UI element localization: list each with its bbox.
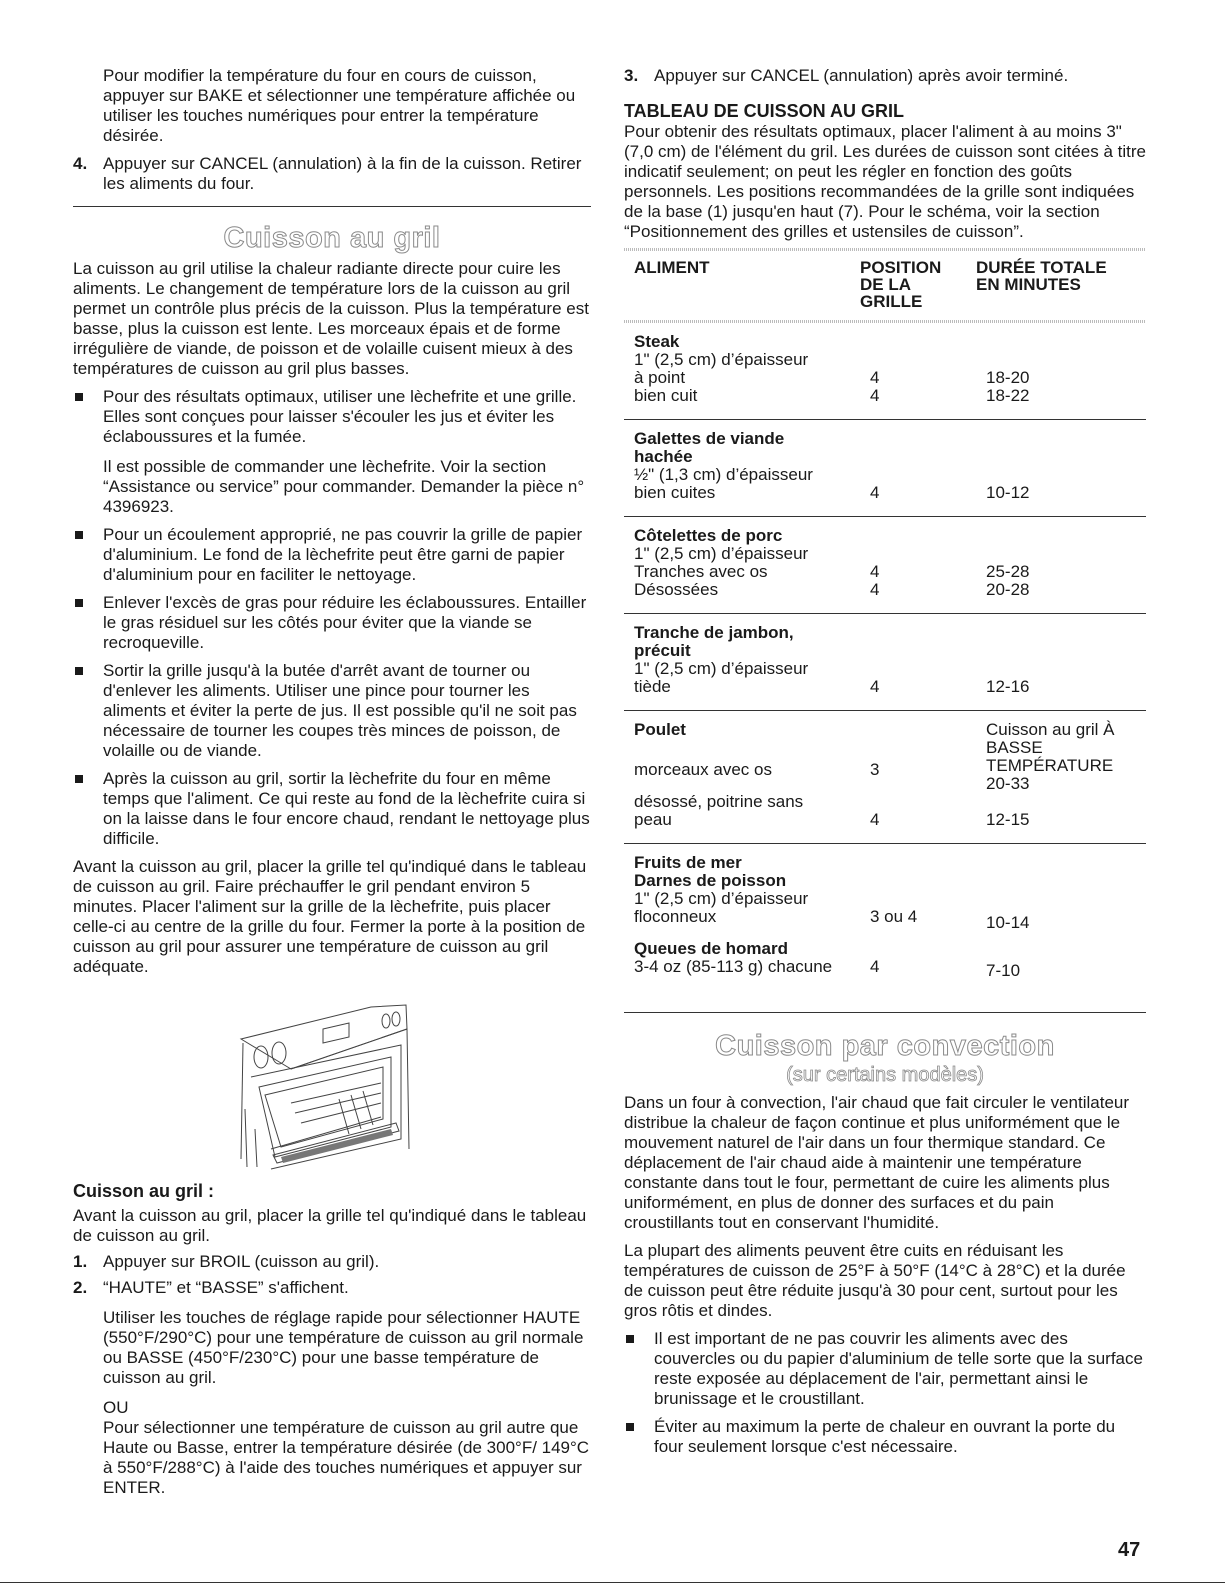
bullet-text: Pour un écoulement approprié, ne pas couvrir la grille de papier d'aluminium. Le fond de la lèchefrite peut être garni de papier d'aluminium pour en faciliter le nettoyage. xyxy=(103,525,583,584)
step-text: Appuyer sur CANCEL (annulation) à la fin de la cuisson. Retirer les aliments du four. xyxy=(103,154,582,193)
table-intro: Pour obtenir des résultats optimaux, placer l'aliment à au moins 3" (7,0 cm) de l'élément du gril. Les durées de cuisson sont citées à titre indicatif seulement; on peut les régler en fonction des goûts personnels. Les positions recommandées de la grille sont indiquées de la base (1) jusqu'en haut (7). Pour le schéma, voir la section “Positionnement des grilles et ustensiles de cuisson”. xyxy=(624,122,1147,241)
convection-paragraph: Dans un four à convection, l'air chaud que fait circuler le ventilateur distribue la chaleur de façon continue et plus uniformément que le mouvement naturel de l'air dans un four thermique standard. Ce déplacement de l'air chaud aide à maintenir une température constante dans tout le four, permettant de cuire les aliments plus uniformément, en plus de donner des surfaces et du pain croustillants tout en conservant l'humidité. xyxy=(624,1093,1130,1232)
step-4 xyxy=(73,154,591,194)
table-row xyxy=(624,890,1146,908)
table-row xyxy=(624,545,1146,563)
bullet-item xyxy=(73,769,591,849)
table-row xyxy=(624,932,1146,958)
bullet-icon xyxy=(75,599,83,607)
food-name-text: Tranche de jambon, précuit xyxy=(634,623,794,660)
step-number: 3. xyxy=(624,66,639,85)
food-detail: floconneux xyxy=(634,907,717,926)
food-detail: à point xyxy=(634,368,686,387)
bullet-item xyxy=(73,593,591,653)
rack-position: 3 ou 4 xyxy=(870,907,918,926)
table-row xyxy=(624,711,1146,758)
table-row xyxy=(624,466,1146,484)
bullet-text: Après la cuisson au gril, sortir la lèchefrite du four en même temps que l'aliment. Ce qui reste au fond de la lèchefrite cuira si on la laisse dans le four encore chaud, rendant le nettoyage plus difficile. xyxy=(103,769,590,848)
food-detail: ½" (1,3 cm) d’épaisseur xyxy=(634,465,813,484)
table-row xyxy=(624,660,1146,678)
table-row xyxy=(624,517,1146,546)
table-title: TABLEAU DE CUISSON AU GRIL xyxy=(624,101,905,121)
bullet-item xyxy=(73,525,591,585)
convection-subtitle: (sur certains modèles) xyxy=(786,1064,984,1086)
cook-time: 20-28 xyxy=(986,580,1030,599)
table-row xyxy=(624,958,1146,1013)
page-bottom-rule xyxy=(0,1582,1225,1583)
bullet-icon xyxy=(626,1335,634,1343)
header-time xyxy=(976,251,1146,320)
food-detail-text: désossé, poitrine sans peau xyxy=(634,792,804,829)
section-title: Cuisson au gril xyxy=(223,222,441,254)
table-row xyxy=(624,908,1146,932)
cook-time: 18-20 xyxy=(986,368,1030,387)
bullet-icon xyxy=(75,667,83,675)
cook-time-text: Cuisson au gril À BASSE TEMPÉRATURE 20-33 xyxy=(986,720,1115,793)
rack-position: 4 xyxy=(870,810,880,829)
food-detail: 1" (2,5 cm) d’épaisseur xyxy=(634,544,809,563)
convection-title: Cuisson par convection xyxy=(715,1030,1055,1062)
or-label: OU xyxy=(103,1398,129,1417)
bullet-item xyxy=(73,387,591,447)
header-food: ALIMENT xyxy=(634,258,710,277)
rack-position: 4 xyxy=(870,677,880,696)
rack-position: 4 xyxy=(870,368,880,387)
table-row xyxy=(624,484,1146,517)
bullet-text: Il est important de ne pas couvrir les aliments avec des couvercles ou du papier d'aluminium de telle sorte que la surface reste exposée au déplacement de l'air, permettant ainsi le brunissage et le croustillant. xyxy=(654,1329,1143,1408)
food-detail: bien cuites xyxy=(634,483,716,502)
step-text: Appuyer sur CANCEL (annulation) après avoir terminé. xyxy=(654,66,1069,85)
bullet-text: Éviter au maximum la perte de chaleur en ouvrant la porte du four seulement lorsque c'est nécessaire. xyxy=(654,1417,1116,1456)
rack-position: 4 xyxy=(870,386,880,405)
food-detail: 1" (2,5 cm) d’épaisseur xyxy=(634,659,809,678)
cook-time xyxy=(976,711,1146,794)
table-row xyxy=(624,563,1146,581)
oven-drawing xyxy=(231,999,436,1171)
bullet-extra: Il est possible de commander une lèchefrite. Voir la section “Assistance ou service” pour commander. Demander la pièce n° 4396923. xyxy=(103,457,585,516)
step-3 xyxy=(624,66,1146,86)
cook-time: 12-16 xyxy=(986,677,1030,696)
food-detail: 1" (2,5 cm) d’épaisseur xyxy=(634,350,809,369)
bullet-icon xyxy=(75,393,83,401)
rack-position: 4 xyxy=(870,957,880,976)
food-detail: Désossées xyxy=(634,580,719,599)
convection-paragraph-2: La plupart des aliments peuvent être cuits en réduisant les températures de cuisson de 25°F à 50°F (14°C à 28°C) et la durée de cuisson peut être réduite jusqu'à 30 pour cent, surtout pour les gros rôtis et dindes. xyxy=(624,1241,1126,1320)
table-row xyxy=(624,872,1146,890)
table-row xyxy=(624,614,1146,661)
food-detail: Tranches avec os xyxy=(634,562,768,581)
cook-time: 10-14 xyxy=(986,913,1030,932)
food-detail: morceaux avec os xyxy=(634,760,772,780)
food-subname: Darnes de poisson xyxy=(634,871,787,890)
step-2 xyxy=(73,1278,591,1298)
table-row xyxy=(624,369,1146,387)
right-column xyxy=(624,0,1146,1457)
food-detail xyxy=(624,793,860,844)
rack-position: 4 xyxy=(870,483,880,502)
before-broiling-paragraph: Avant la cuisson au gril, placer la grille tel qu'indiqué dans le tableau de cuisson au gril. Faire préchauffer le gril pendant environ 5 minutes. Placer l'aliment sur la grille de la lèchefrite, puis placer celle-ci au centre de la grille du four. Fermer la porte à la position de cuisson au gril pour assurer une température de cuisson au gril adéquate. xyxy=(73,857,587,976)
bullet-icon xyxy=(75,531,83,539)
food-detail: 3-4 oz (85-113 g) chacune xyxy=(634,957,833,976)
step-text: “HAUTE” et “BASSE” s'affichent. xyxy=(103,1278,349,1297)
table-row xyxy=(624,844,1146,873)
food-detail: bien cuit xyxy=(634,386,698,405)
food-detail: tiède xyxy=(634,677,671,696)
left-column xyxy=(73,0,591,1498)
step-number: 4. xyxy=(73,154,88,173)
food-name xyxy=(624,420,860,467)
cook-time: 25-28 xyxy=(986,562,1030,581)
table-row xyxy=(624,420,1146,467)
table-row xyxy=(624,581,1146,614)
table-row xyxy=(624,351,1146,369)
intro-paragraph: Pour modifier la température du four en cours de cuisson, appuyer sur BAKE et sélectionner une température affichée ou utiliser les touches numériques pour entrer la température désirée. xyxy=(103,66,576,145)
step-number: 1. xyxy=(73,1252,88,1271)
header-time-text: DURÉE TOTALE EN MINUTES xyxy=(976,258,1107,294)
bullet-icon xyxy=(626,1423,634,1431)
food-name: Steak xyxy=(634,332,680,351)
header-position xyxy=(860,251,976,320)
table-row xyxy=(624,678,1146,711)
bullet-item xyxy=(73,661,591,761)
table-header-row xyxy=(624,251,1146,320)
step-1 xyxy=(73,1252,591,1272)
step-number: 2. xyxy=(73,1278,88,1297)
food-name-text: Galettes de viande hachée xyxy=(634,429,785,466)
header-position-text: POSITION DE LA GRILLE xyxy=(860,258,942,311)
food-name xyxy=(624,614,860,661)
table-row xyxy=(624,387,1146,420)
step-2-detail: Utiliser les touches de réglage rapide pour sélectionner HAUTE (550°F/290°C) pour une température de cuisson au gril normale ou BASSE (450°F/230°C) pour une basse température de cuisson au gril. xyxy=(103,1308,584,1387)
bullet-icon xyxy=(75,775,83,783)
divider xyxy=(73,206,591,207)
food-name: Fruits de mer xyxy=(634,853,742,872)
food-detail: 1" (2,5 cm) d’épaisseur xyxy=(634,889,809,908)
rack-position: 4 xyxy=(870,562,880,581)
bullet-item xyxy=(624,1417,1146,1457)
food-subname: Queues de homard xyxy=(634,939,788,958)
cook-time: 18-22 xyxy=(986,386,1030,405)
rack-position: 3 xyxy=(870,760,880,780)
bullet-text: Enlever l'excès de gras pour réduire les éclaboussures. Entailler le gras résiduel sur les côtés pour éviter que la viande se recroqueville. xyxy=(103,593,587,652)
bullet-text: Pour des résultats optimaux, utiliser une lèchefrite et une grille. Elles sont conçues pour laisser s'écouler les jus et éviter les éclaboussures et la fumée. xyxy=(103,387,577,446)
step-2-alternative: Pour sélectionner une température de cuisson au gril autre que Haute ou Basse, entrer la température désirée (de 300°F/ 149°C à 550°F/288°C) à l'aide des touches numériques et appuyer sur ENTER. xyxy=(103,1418,590,1497)
rack-position: 4 xyxy=(870,580,880,599)
oven-illustration xyxy=(73,999,591,1176)
food-name: Poulet xyxy=(634,720,686,739)
broil-chart-table xyxy=(624,251,1146,1013)
subsection-title: Cuisson au gril : xyxy=(73,1181,215,1201)
bullet-text: Sortir la grille jusqu'à la butée d'arrêt avant de tourner ou d'enlever les aliments. Utiliser une pince pour tourner les aliments et éviter la perte de jus. Il est possible qu'il ne soit pas nécessaire de tourner les coupes très minces de poisson, de volaille ou de viande. xyxy=(103,661,577,760)
subsection-paragraph: Avant la cuisson au gril, placer la grille tel qu'indiqué dans le tableau de cuisson au gril. xyxy=(73,1206,587,1245)
table-row xyxy=(624,793,1146,844)
page-number: 47 xyxy=(1118,1539,1141,1561)
step-text: Appuyer sur BROIL (cuisson au gril). xyxy=(103,1252,380,1271)
cook-time: 10-12 xyxy=(986,483,1030,502)
bullet-item xyxy=(624,1329,1146,1409)
food-name: Côtelettes de porc xyxy=(634,526,783,545)
cook-time: 7-10 xyxy=(986,961,1021,980)
table-row xyxy=(624,323,1146,351)
section-paragraph: La cuisson au gril utilise la chaleur radiante directe pour cuire les aliments. Le changement de température lors de la cuisson au gril permet un contrôle plus précis de la cuisson. Plus la température est basse, plus la cuisson est lente. Les morceaux épais et de forme irrégulière de viande, de poisson et de volaille cuisent mieux à des températures de cuisson au gril plus basses. xyxy=(73,259,589,378)
cook-time: 12-15 xyxy=(986,810,1030,829)
